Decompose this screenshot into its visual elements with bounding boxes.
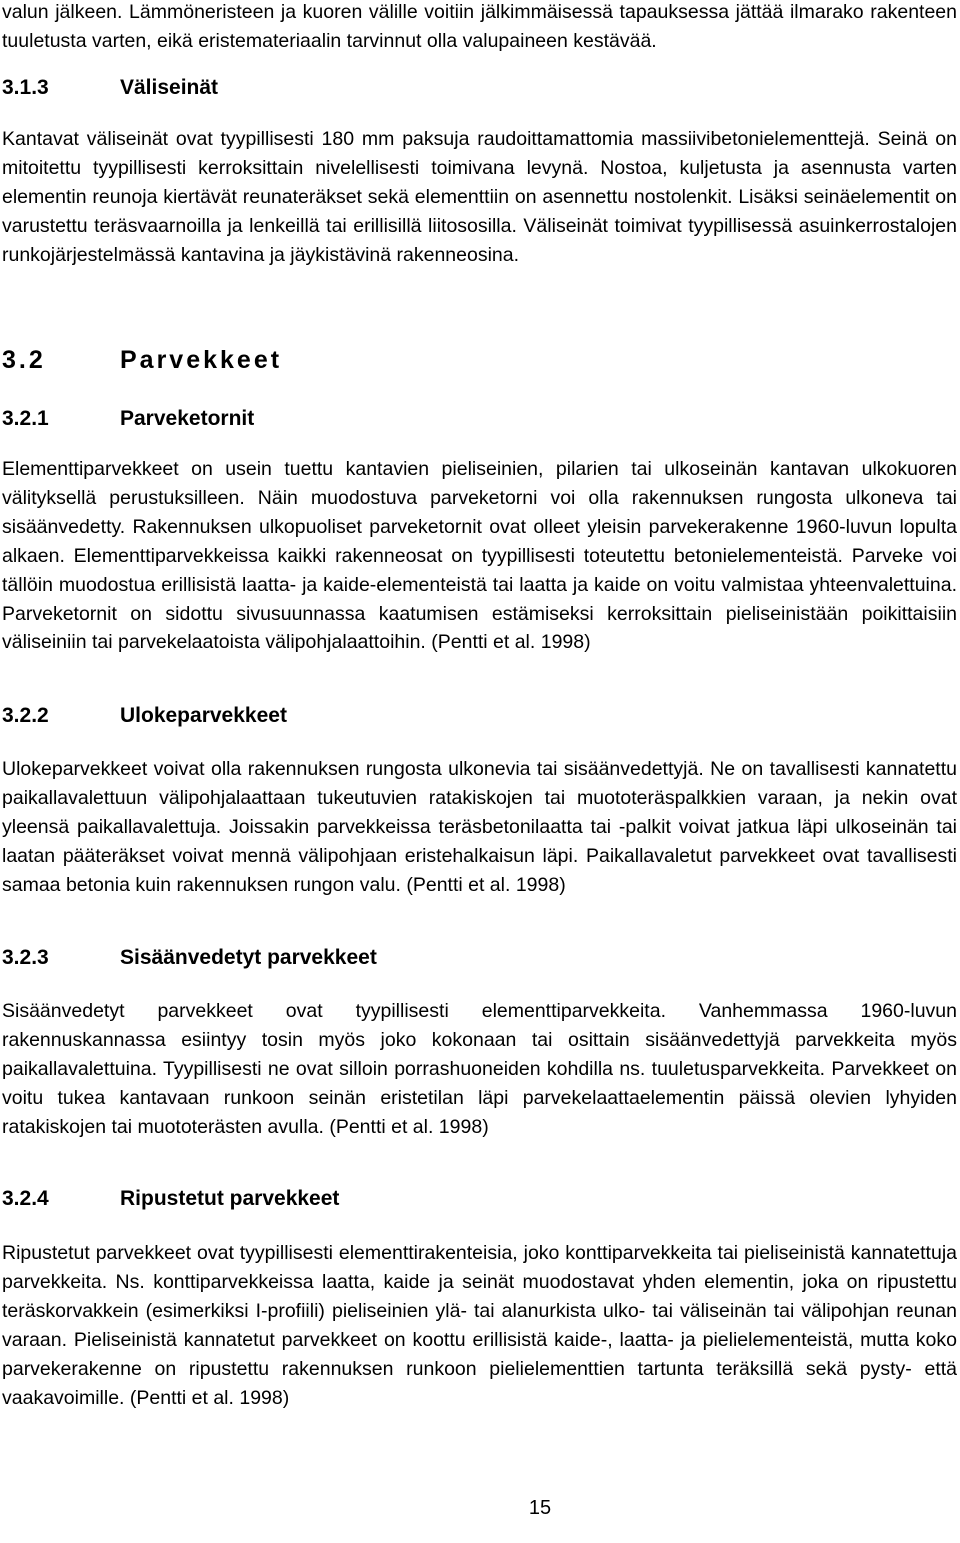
section-number: 3.2: [2, 346, 46, 374]
paragraph-3-2-3: Sisäänvedetyt parvekkeet ovat tyypillisesti elementtiparvekkeita. Vanhemmassa 1960-luvun rakennuskannassa esiintyy tosin myös joko kokonaan tai osittain sisäänvedettyjä parvekkeita myös paikallavalettuina. Tyypillisesti ne ovat silloin porrashuoneiden kohdilla ns. tuuletusparvekkeita. Parvekkeet on voitu tukea kantavaan runkoon seinän eristetilan läpi parvekelaattaelementin päissä olevien lyhyiden ratakiskojen tai muototerästen avulla. (Pentti et al. 1998): [2, 1000, 957, 1138]
section-number: 3.2.4: [2, 1187, 49, 1210]
section-title: Sisäänvedetyt parvekkeet: [120, 946, 377, 969]
section-heading-3-2-4: [2, 1185, 339, 1213]
section-heading-3-2-3: [2, 944, 377, 972]
section-number: 3.1.3: [2, 76, 49, 99]
section-title: Parveketornit: [120, 407, 255, 430]
paragraph-3-2-4: Ripustetut parvekkeet ovat tyypillisesti elementtirakenteisia, joko konttiparvekkeita tai pieliseinistä kannatettuja parvekkeita. Ns. konttiparvekkeissa laatta, kaide ja seinät muodostavat yhden elementin, joka on ripustettu teräskorvakkein (esimerkiksi I-profiili) pieliseinien ylä- tai alanurkista ulko- tai väliseinän tai välipohjan reunan varaan. Pieliseinistä kannatetut parvekkeet on koottu erillisistä kaide-, laatta- ja pielielementeistä, mutta koko parvekerakenne on ripustettu rakennuksen runkoon pielielementtien tartunta teräksillä sekä pysty- että vaakavoimille. (Pentti et al. 1998): [2, 1242, 957, 1409]
intro-paragraph: valun jälkeen. Lämmöneristeen ja kuoren välille voitiin jälkimmäisessä tapauksessa jättää ilmarako rakenteen tuuletusta varten, eikä eristemateriaalin tarvinnut olla valupaineen kestävää.: [2, 1, 957, 52]
paragraph-3-2-1: Elementtiparvekkeet on usein tuettu kantavien pieliseinien, pilarien tai ulkoseinän kantavan ulkokuoren välityksellä perustuksilleen. Näin muodostuva parveketorni voi olla rakennuksen rungosta ulkoneva tai sisäänvedetty. Rakennuksen ulkopuoliset parveketornit ovat olleet yleisin parvekerakenne 1960-luvun lopulta alkaen. Elementtiparvekkeissa kaikki rakenneosat on tyypillisesti toteutettu betonielementeistä. Parveke voi tällöin muodostua erillisistä laatta- ja kaide-elementeistä tai laatta ja kaide on voitu valmistaa yhteenvalettuina. Parveketornit on sidottu sivusuunnassa kaatumisen estämiseksi kerroksittain pieliseinistään poikittaisiin väliseiniin tai parvekelaatoista välipohjalaattoihin. (Pentti et al. 1998): [2, 458, 957, 654]
section-heading-3-2: [2, 345, 282, 375]
section-heading-3-1-3: [2, 74, 218, 102]
section-title: Ulokeparvekkeet: [120, 704, 287, 727]
section-number: 3.2.1: [2, 407, 49, 430]
section-title: Ripustetut parvekkeet: [120, 1187, 340, 1210]
paragraph-3-1-3: Kantavat väliseinät ovat tyypillisesti 180 mm paksuja raudoittamattomia massiivibetonielementtejä. Seinä on mitoitettu tyypillisesti kerroksittain nivelellisesti toimivana levynä. Nostoa, kuljetusta ja asennusta varten elementin reunoja kiertävät reunateräkset sekä elementtiin on asennettu nostolenkit. Lisäksi seinäelementit on varustettu teräsvaarnoilla ja lenkeillä tai erillisillä liitososilla. Väliseinät toimivat tyypillisessä asuinkerrostalojen runkojärjestelmässä kantavina ja jäykistävinä rakenneosina.: [2, 128, 957, 266]
page-number: 15: [528, 1497, 552, 1519]
section-heading-3-2-2: [2, 702, 287, 730]
paragraph-3-2-2: Ulokeparvekkeet voivat olla rakennuksen rungosta ulkonevia tai sisäänvedettyjä. Ne on tavallisesti kannatettu paikallavalettuun välipohjalaattaan tukeutuvien ratakiskojen tai muototeräspalkkien varaan, ja nekin ovat yleensä paikallavalettuja. Joissakin parvekkeissa teräsbetonilaatta tai -palkit voivat jatkua läpi ulkoseinän tai laatan pääteräkset voivat mennä välipohjaan eristehalkaisun läpi. Paikallavaletut parvekkeet ovat tavallisesti samaa betonia kuin rakennuksen rungon valu. (Pentti et al. 1998): [2, 758, 957, 896]
section-number: 3.2.2: [2, 704, 49, 727]
section-number: 3.2.3: [2, 946, 49, 969]
section-heading-3-2-1: [2, 405, 254, 433]
section-title: Parvekkeet: [120, 346, 283, 374]
section-title: Väliseinät: [120, 76, 219, 99]
